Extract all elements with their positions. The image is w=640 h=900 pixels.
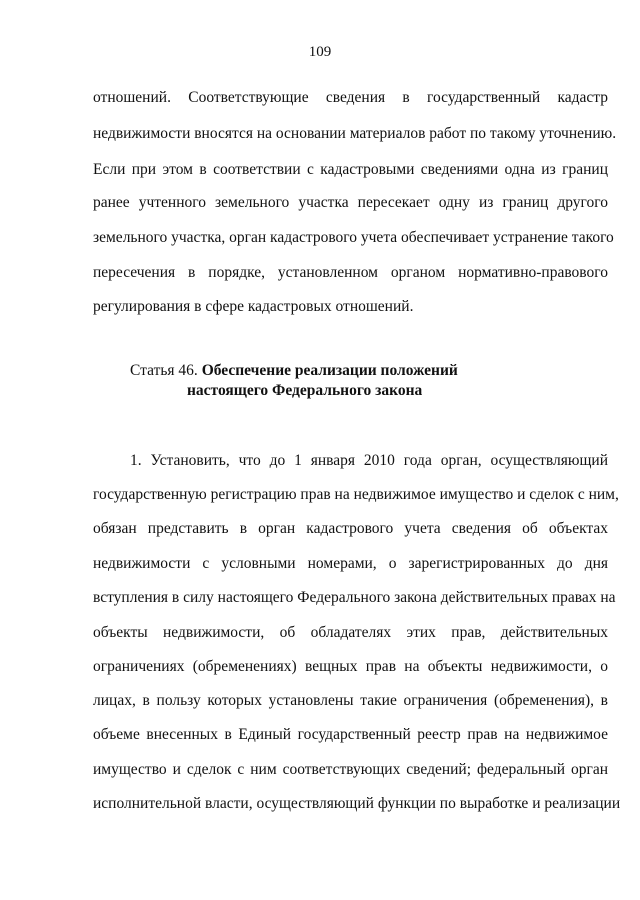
text-line: Если при этом в соответствии с кадастровыми сведениями одна из границ	[93, 161, 608, 178]
text-line: пересечения в порядке, установленном органом нормативно-правового	[93, 264, 608, 281]
text-line: обязан представить в орган кадастрового учета сведения об объектах	[93, 520, 608, 537]
text-line: земельного участка, орган кадастрового учета обеспечивает устранение такого	[93, 229, 614, 246]
text-line: исполнительной власти, осуществляющий функции по выработке и реализации	[93, 795, 621, 812]
text-line: государственную регистрацию прав на недвижимое имущество и сделок с ним,	[93, 486, 619, 503]
text-line: ранее учтенного земельного участка пересекает одну из границ другого	[93, 194, 608, 211]
text-line: недвижимости вносятся на основании материалов работ по такому уточнению.	[93, 125, 617, 142]
text-line: лицах, в пользу которых установлены такие ограничения (обременения), в	[93, 692, 608, 709]
text-line: объеме внесенных в Единый государственный реестр прав на недвижимое	[93, 726, 608, 743]
text-line: 1. Установить, что до 1 января 2010 года орган, осуществляющий	[130, 452, 608, 469]
article-title-line-2: настоящего Федерального закона	[187, 382, 423, 399]
text-line: недвижимости с условными номерами, о зарегистрированных до дня	[93, 555, 608, 572]
article-heading	[130, 361, 458, 381]
page-number: 109	[308, 44, 332, 60]
text-line: отношений. Соответствующие сведения в государственный кадастр	[93, 89, 608, 106]
text-line: объекты недвижимости, об обладателях этих прав, действительных	[93, 624, 608, 641]
text-line: ограничениях (обременениях) вещных прав на объекты недвижимости, о	[93, 658, 608, 675]
article-number: Статья 46.	[130, 362, 198, 379]
text-line: вступления в силу настоящего Федерального закона действительных правах на	[93, 589, 616, 606]
article-title-line-1: Обеспечение реализации положений	[201, 362, 458, 379]
text-line: регулирования в сфере кадастровых отношений.	[93, 298, 414, 315]
text-line: имущество и сделок с ним соответствующих сведений; федеральный орган	[93, 761, 608, 778]
